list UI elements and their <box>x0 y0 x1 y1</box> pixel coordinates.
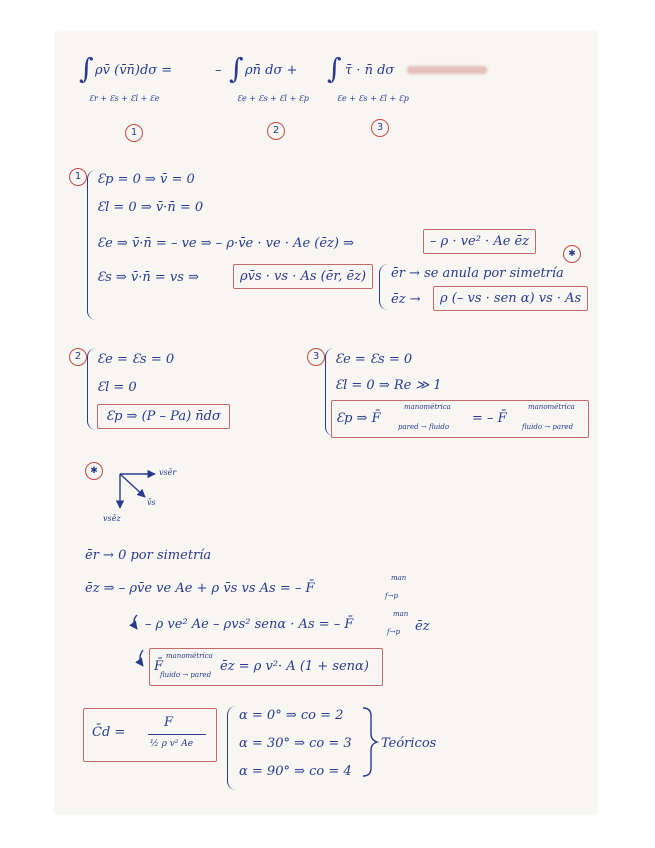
cd-fraction-bar <box>148 734 206 735</box>
block2-number: 2 <box>69 348 87 366</box>
cd-case-1: α = 0° ⇒ co = 2 <box>239 708 344 723</box>
curved-arrow-1 <box>134 615 137 629</box>
block1-line4: Ɛs ⇒ v̄·n̄ = vs ⇒ <box>97 270 199 285</box>
paper-sheet <box>55 32 597 814</box>
term-number-3: 3 <box>371 119 389 137</box>
vector-vs-arrow <box>120 474 145 497</box>
cd-case-2: α = 30° ⇒ co = 3 <box>239 736 352 751</box>
vector-er-label: vsēr <box>159 468 177 477</box>
block1-line4-result: ρv̄s · vs · As (ēr, ēz) <box>233 264 373 289</box>
final-er-line: ēr → 0 por simetría <box>85 548 212 563</box>
block1-number: 1 <box>69 168 87 186</box>
integral-sign-1: ∫ <box>79 52 94 85</box>
final-line3-sup: manométrica <box>166 652 213 660</box>
final-brace-right <box>363 708 377 776</box>
cd-denominator: ½ ρ v² Ae <box>150 739 194 749</box>
block3-number: 3 <box>307 348 325 366</box>
final-line2-tail: ēz <box>415 619 430 634</box>
vector-diagram <box>55 32 597 814</box>
final-ez-sup: man <box>391 574 407 582</box>
final-line3-result: ēz = ρ v²· A (1 + senα) <box>220 659 369 674</box>
block3-eq: = – F̄ <box>472 411 507 426</box>
cd-label: Teóricos <box>381 736 437 751</box>
term-number-1: 1 <box>125 124 143 142</box>
header-mid: ρn̄ dσ + <box>245 63 298 78</box>
vector-ez-label: vsēz <box>103 514 121 523</box>
block2-line2: Ɛl = 0 <box>97 380 137 395</box>
block1-ez-label: ēz → <box>391 292 421 307</box>
final-line2-sub: f→p <box>387 628 400 636</box>
limits-3: Ɛe + Ɛs + Ɛl + Ɛp <box>337 94 409 103</box>
curved-arrow-2 <box>140 650 143 666</box>
final-ez-sub: f→p <box>385 592 398 600</box>
integral-sign-3: ∫ <box>327 52 342 85</box>
block2-line3: Ɛp ⇒ (P – Pa) n̄dσ <box>97 404 230 429</box>
header-minus: – <box>215 63 222 78</box>
final-line2-sup: man <box>393 610 409 618</box>
header-lhs: ρv̄ (v̄n̄)dσ = <box>95 63 173 78</box>
block3-line3: Ɛp ⇒ F̄ <box>336 411 381 426</box>
block1-line3-result: – ρ · ve² · Ae ēz <box>423 229 536 254</box>
block2-line1: Ɛe = Ɛs = 0 <box>97 352 175 367</box>
block3-sup1: manométrica <box>404 403 451 411</box>
limits-1: Ɛr + Ɛs + Ɛl + Ɛe <box>89 94 160 103</box>
final-result-box <box>149 648 383 686</box>
block1-line2: Ɛl = 0 ⇒ v̄·n̄ = 0 <box>97 200 204 215</box>
header-rhs: τ̄ · n̄ dσ <box>345 63 395 78</box>
block3-sub2: fluido → pared <box>522 423 574 431</box>
block1-line3: Ɛe ⇒ v̄·n̄ = – ve ⇒ – ρ·v̄e · ve · Ae (ēz) ⇒ <box>97 236 354 251</box>
block1-er-note: ēr → se anula por simetría <box>391 266 564 281</box>
final-ez-line: ēz ⇒ – ρv̄e ve Ae + ρ v̄s vs As = – F̄ <box>85 581 315 596</box>
limits-2: Ɛe + Ɛs + Ɛl + Ɛp <box>237 94 309 103</box>
cd-brace <box>227 706 236 790</box>
block1-ez-result: ρ (– vs · sen α) vs · As <box>433 286 588 311</box>
final-line2: – ρ ve² Ae – ρvs² senα · As = – F̄ <box>145 617 354 632</box>
final-line3-force: F̄ <box>154 659 164 674</box>
final-line3-sub: fluido → pared <box>160 671 212 679</box>
vector-vs-label: v̄s <box>147 498 156 507</box>
integral-sign-2: ∫ <box>229 52 244 85</box>
cd-formula-box <box>83 708 217 762</box>
cd-case-3: α = 90° ⇒ co = 4 <box>239 764 352 779</box>
cd-lhs: C̄d = <box>92 725 126 740</box>
block3-sup2: manométrica <box>528 403 575 411</box>
star-marker-1: ✱ <box>563 245 581 263</box>
star-marker-2: ✱ <box>85 462 103 480</box>
block3-line1: Ɛe = Ɛs = 0 <box>335 352 413 367</box>
term-number-2: 2 <box>267 122 285 140</box>
block3-sub1: pared → fluido <box>398 423 450 431</box>
cd-numerator: F <box>164 715 174 730</box>
block3-line2: Ɛl = 0 ⇒ Re ≫ 1 <box>335 378 442 393</box>
block1-line1: Ɛp = 0 ⇒ v̄ = 0 <box>97 172 195 187</box>
